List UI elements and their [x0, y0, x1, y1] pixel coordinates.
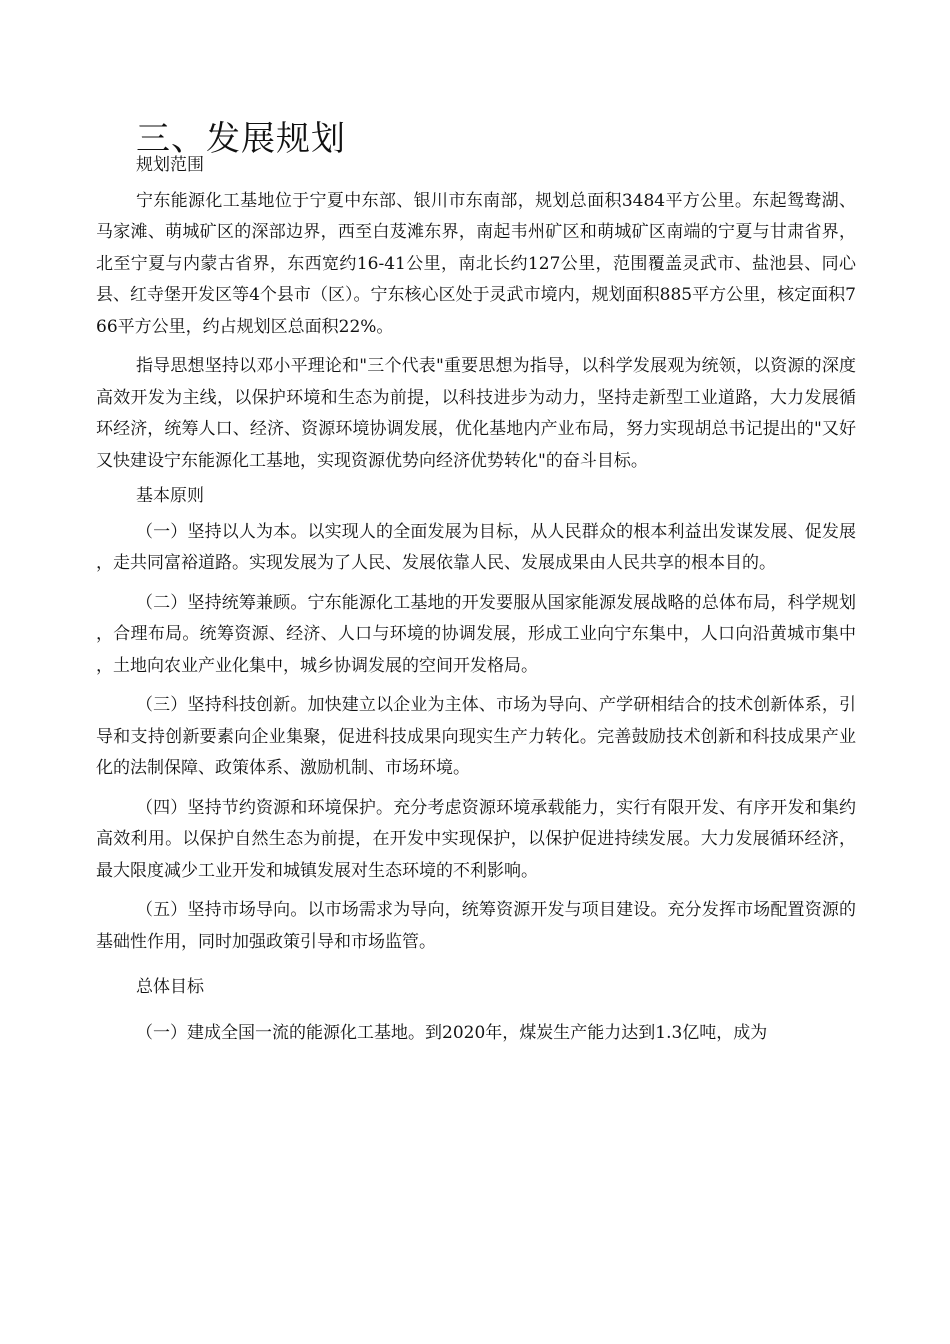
document-body — [96, 150, 856, 1049]
section-heading-scope: 规划范围 — [136, 155, 204, 175]
principle-item-2: （二）坚持统筹兼顾。宁东能源化工基地的开发要服从国家能源发展战略的总体布局，科学规划，合理布局。统筹资源、经济、人口与环境的协调发展，形成工业向宁东集中，人口向沿黄城市集中，土地向农业产业化集中，城乡协调发展的空间开发格局。 — [96, 592, 856, 676]
principle-item-3: （三）坚持科技创新。加快建立以企业为主体、市场为导向、产学研相结合的技术创新体系，引导和支持创新要素向企业集聚，促进科技成果向现实生产力转化。完善鼓励技术创新和科技成果产业化的法制保障、政策体系、激励机制、市场环境。 — [96, 695, 856, 778]
goal-item-1: （一）建成全国一流的能源化工基地。到2020年，煤炭生产能力达到1.3亿吨，成为 — [136, 1022, 768, 1043]
section-heading-goals: 总体目标 — [136, 977, 204, 997]
paragraph-scope-description: 宁东能源化工基地位于宁夏中东部、银川市东南部，规划总面积3484平方公里。东起鸳鸯湖、马家滩、萌城矿区的深部边界，西至白芨滩东界，南起韦州矿区和萌城矿区南端的宁夏与甘肃省界，北至宁夏与内蒙古省界，东西宽约16-41公里，南北长约127公里，范围覆盖灵武市、盐池县、同心县、红寺堡开发区等4个县市（区）。宁东核心区处于灵武市境内，规划面积885平方公里，核定面积766平方公里，约占规划区总面积22%。 — [96, 190, 856, 337]
principle-item-1: （一）坚持以人为本。以实现人的全面发展为目标，从人民群众的根本利益出发谋发展、促发展，走共同富裕道路。实现发展为了人民、发展依靠人民、发展成果由人民共享的根本目的。 — [96, 521, 856, 573]
paragraph-guiding-ideology: 指导思想坚持以邓小平理论和"三个代表"重要思想为指导，以科学发展观为统领，以资源的深度高效开发为主线，以保护环境和生态为前提，以科技进步为动力，坚持走新型工业道路，大力发展循环经济，统筹人口、经济、资源环境协调发展，优化基地内产业布局，努力实现胡总书记提出的"又好又快建设宁东能源化工基地，实现资源优势向经济优势转化"的奋斗目标。 — [96, 356, 856, 471]
section-heading-principles: 基本原则 — [136, 486, 204, 506]
page-title: 三、发展规划 — [136, 118, 346, 159]
principle-item-5: （五）坚持市场导向。以市场需求为导向，统筹资源开发与项目建设。充分发挥市场配置资源的基础性作用，同时加强政策引导和市场监管。 — [96, 900, 856, 952]
principle-item-4: （四）坚持节约资源和环境保护。充分考虑资源环境承载能力，实行有限开发、有序开发和集约高效利用。以保护自然生态为前提，在开发中实现保护，以保护促进持续发展。大力发展循环经济，最大限度减少工业开发和城镇发展对生态环境的不利影响。 — [96, 797, 856, 881]
